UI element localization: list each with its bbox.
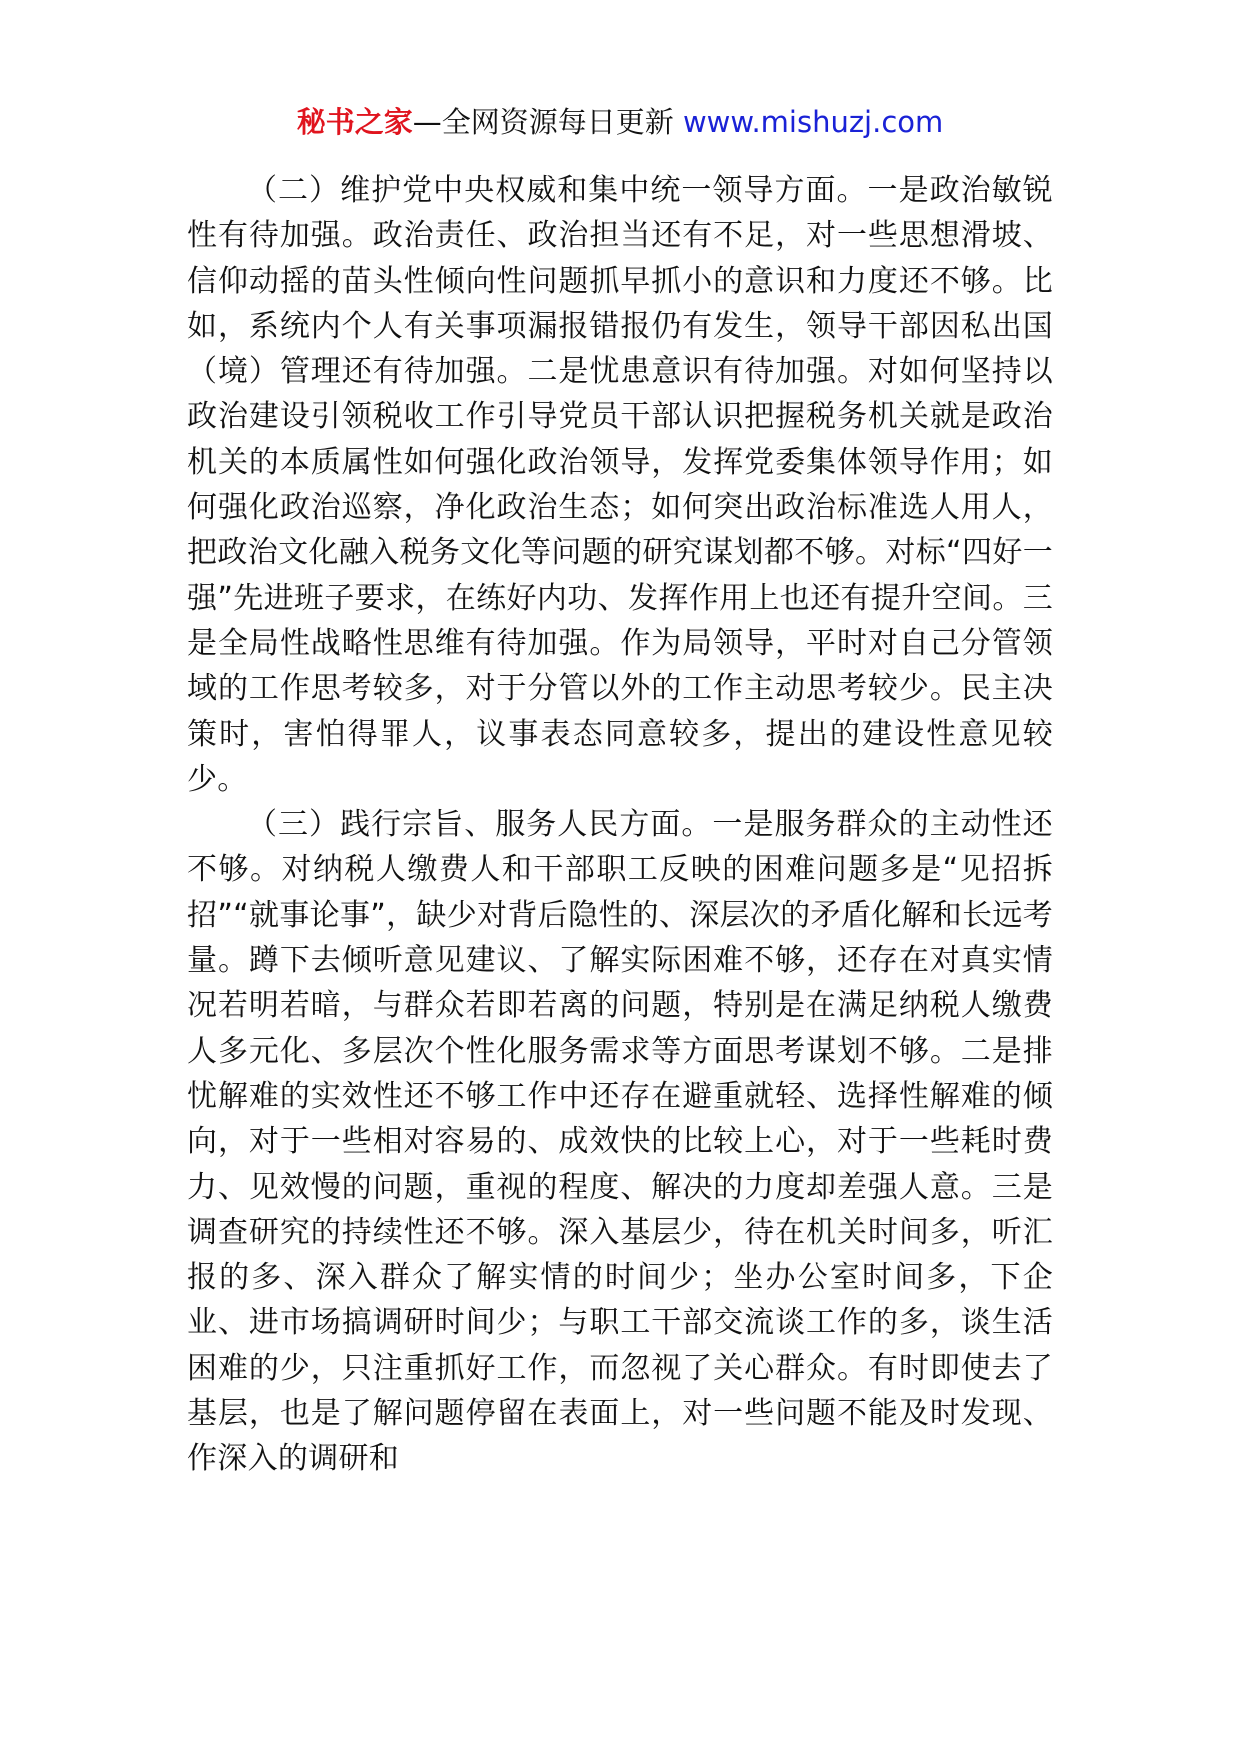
site-brand: 秘书之家 — [296, 105, 413, 139]
site-tagline: —全网资源每日更新 — [412, 105, 683, 139]
document-body — [187, 168, 1053, 1598]
page-header — [0, 100, 1240, 144]
paragraph-section-three: （三）践行宗旨、服务人民方面。一是服务群众的主动性还不够。对纳税人缴费人和干部职工反映的困难问题多是“见招拆招”“就事论事”，缺少对背后隐性的、深层次的矛盾化解和长远考量。蹲下去倾听意见建议、了解实际困难不够，还存在对真实情况若明若暗，与群众若即若离的问题，特别是在满足纳税人缴费人多元化、多层次个性化服务需求等方面思考谋划不够。二是排忧解难的实效性还不够工作中还存在避重就轻、选择性解难的倾向，对于一些相对容易的、成效快的比较上心，对于一些耗时费力、见效慢的问题，重视的程度、解决的力度却差强人意。三是调查研究的持续性还不够。深入基层少，待在机关时间多，听汇报的多、深入群众了解实情的时间少；坐办公室时间多，下企业、进市场搞调研时间少；与职工干部交流谈工作的多，谈生活困难的少，只注重抓好工作，而忽视了关心群众。有时即使去了基层，也是了解问题停留在表面上，对一些问题不能及时发现、作深入的调研和 — [187, 807, 1053, 1477]
site-url-link[interactable]: www.mishuzj.com — [682, 105, 944, 139]
paragraph-section-two: （二）维护党中央权威和集中统一领导方面。一是政治敏锐性有待加强。政治责任、政治担当还有不足，对一些思想滑坡、信仰动摇的苗头性倾向性问题抓早抓小的意识和力度还不够。比如，系统内个人有关事项漏报错报仍有发生，领导干部因私出国（境）管理还有待加强。二是忧患意识有待加强。对如何坚持以政治建设引领税收工作引导党员干部认识把握税务机关就是政治机关的本质属性如何强化政治领导，发挥党委集体领导作用；如何强化政治巡察，净化政治生态；如何突出政治标准选人用人，把政治文化融入税务文化等问题的研究谋划都不够。对标“四好一强”先进班子要求，在练好内功、发挥作用上也还有提升空间。三是全局性战略性思维有待加强。作为局领导，平时对自己分管领域的工作思考较多，对于分管以外的工作主动思考较少。民主决策时，害怕得罪人，议事表态同意较多，提出的建设性意见较少。 — [187, 173, 1053, 797]
